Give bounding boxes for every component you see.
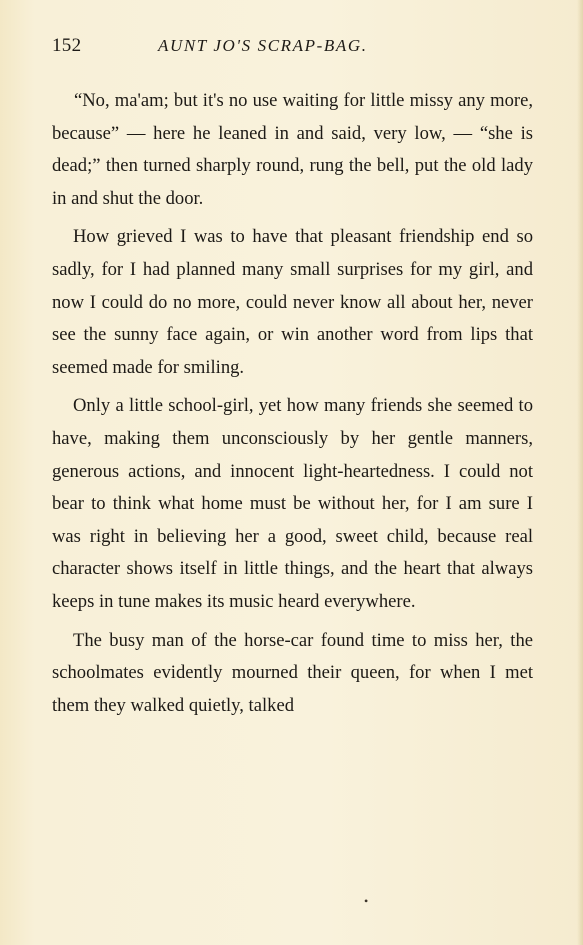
paragraph: Only a little school-girl, yet how many friends she seemed to have, making them unconsciously by her gentle manners, generous actions, and innocent light-heartedness. I could not bear to think what home must be without her, for I am sure I was right in believing her a good, sweet child, because real character shows itself in little things, and the heart that always keeps in tune makes its music heard everywhere.	[52, 395, 533, 612]
paragraph: How grieved I was to have that pleasant friendship end so sadly, for I had planned many small surprises for my girl, and now I could do no more, could never know all about her, never see the sunny face again, or win another word from lips that seemed made for smiling.	[52, 226, 533, 378]
paragraph: The busy man of the horse-car found time to miss her, the schoolmates evidently mourned their queen, for when I met them they walked quietly, talked	[52, 629, 533, 716]
page-number: 152	[52, 35, 82, 56]
footer-mark: •	[364, 894, 369, 908]
body-text	[52, 85, 533, 728]
page-header	[52, 35, 522, 61]
paragraph: “No, ma'am; but it's no use waiting for little missy any more, because” — here he leaned in and said, very low, — “she is dead;” then turned sharply round, rung the bell, put the old lady in and shut the door.	[52, 90, 533, 209]
page-edge-shadow	[577, 0, 583, 945]
running-head: AUNT JO'S SCRAP-BAG.	[158, 36, 368, 55]
